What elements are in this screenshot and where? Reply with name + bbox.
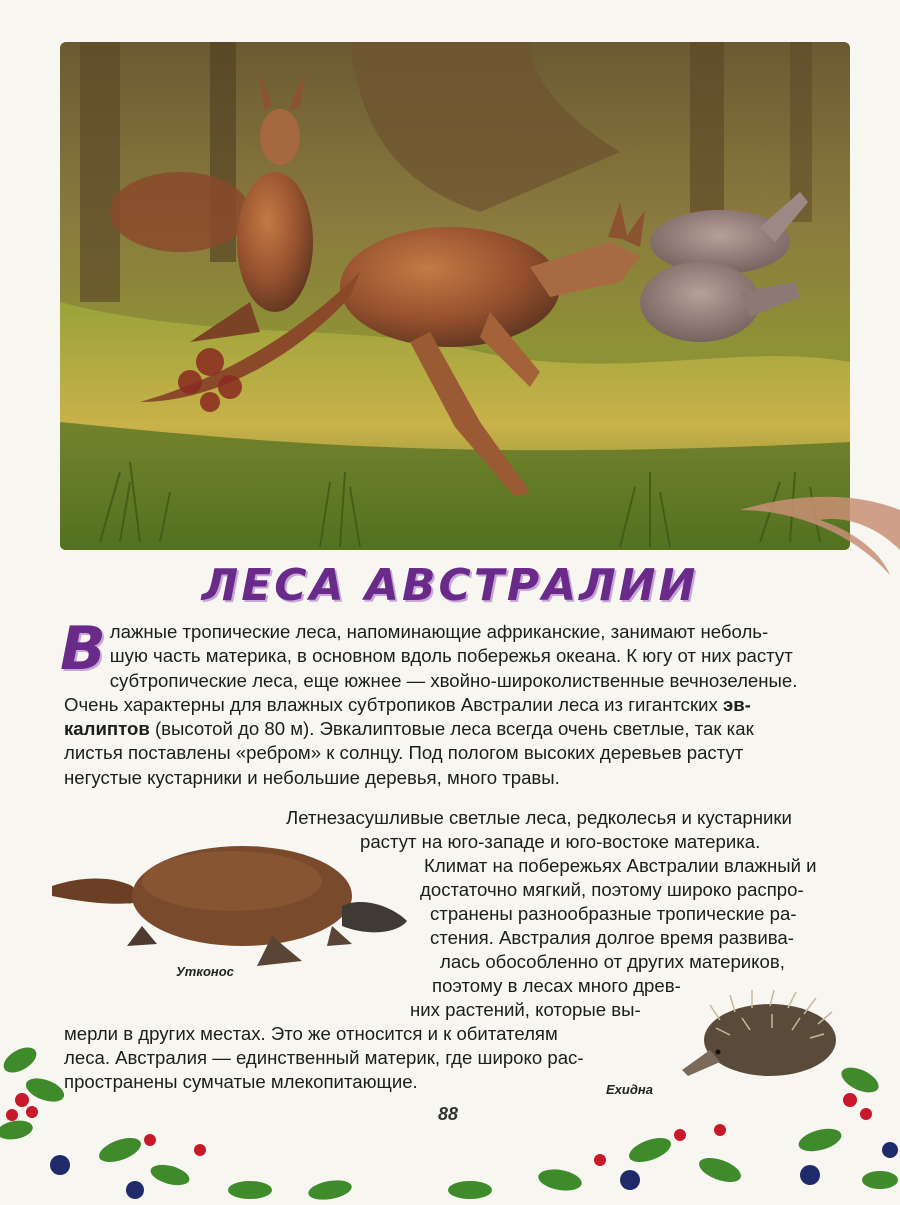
paragraph-intro <box>60 614 854 790</box>
text-line <box>64 693 854 717</box>
page-title: ЛЕСА АВСТРАЛИИ <box>201 560 699 611</box>
text-line: пространены сумчатые млекопитающие. <box>64 1071 418 1092</box>
text-line: леса. Австралия — единственный материк, где широко рас- <box>64 1047 584 1068</box>
echidna-caption: Ехидна <box>606 1082 653 1097</box>
text-line-part: (высотой до 80 м). Эвкалиптовые леса всегда очень светлые, так как <box>154 718 754 740</box>
term-eucalyptus-part2: калиптов <box>64 718 150 740</box>
text-line: лажные тропические леса, напоминающие африканские, занимают неболь- <box>109 621 769 642</box>
platypus-illustration <box>52 826 412 976</box>
text-line: поэтому в лесах много древ- <box>432 975 681 996</box>
drop-cap: В <box>60 614 106 684</box>
text-line: стения. Австралия долгое время развива- <box>430 927 794 948</box>
text-line: мерли в других местах. Это же относится и к обитателям <box>64 1023 558 1044</box>
text-line: субтропические леса, еще южнее — хвойно-широколиственные вечнозеленые. <box>109 669 798 691</box>
text-line: листья поставлены «ребром» к солнцу. Под пологом высоких деревьев растут <box>64 742 744 764</box>
text-line: Климат на побережьях Австралии влажный и <box>424 855 817 876</box>
term-eucalyptus-part1: эв- <box>722 693 751 715</box>
text-line <box>64 717 854 741</box>
platypus-caption: Утконос <box>176 964 234 979</box>
kangaroo-illustration <box>60 42 850 550</box>
page-number: 88 <box>438 1104 459 1124</box>
text-line: странены разнообразные тропические ра- <box>430 903 797 924</box>
text-line: них растений, которые вы- <box>410 999 641 1020</box>
text-line: негустые кустарники и небольшие деревья, много травы. <box>64 766 560 788</box>
text-line-part: Очень характерны для влажных субтропиков Австралии леса из гигантских <box>64 693 718 715</box>
berry-border-decoration <box>0 1040 900 1205</box>
text-line: шую часть материка, в основном вдоль побережья океана. К югу от них растут <box>109 645 793 667</box>
text-line: лась обособленно от других материков, <box>440 951 785 972</box>
text-line: растут на юго-западе и юго-востоке материка. <box>360 831 761 852</box>
text-line: достаточно мягкий, поэтому широко распро- <box>420 879 804 900</box>
text-line: Летнезасушливые светлые леса, редколесья и кустарники <box>286 807 792 828</box>
